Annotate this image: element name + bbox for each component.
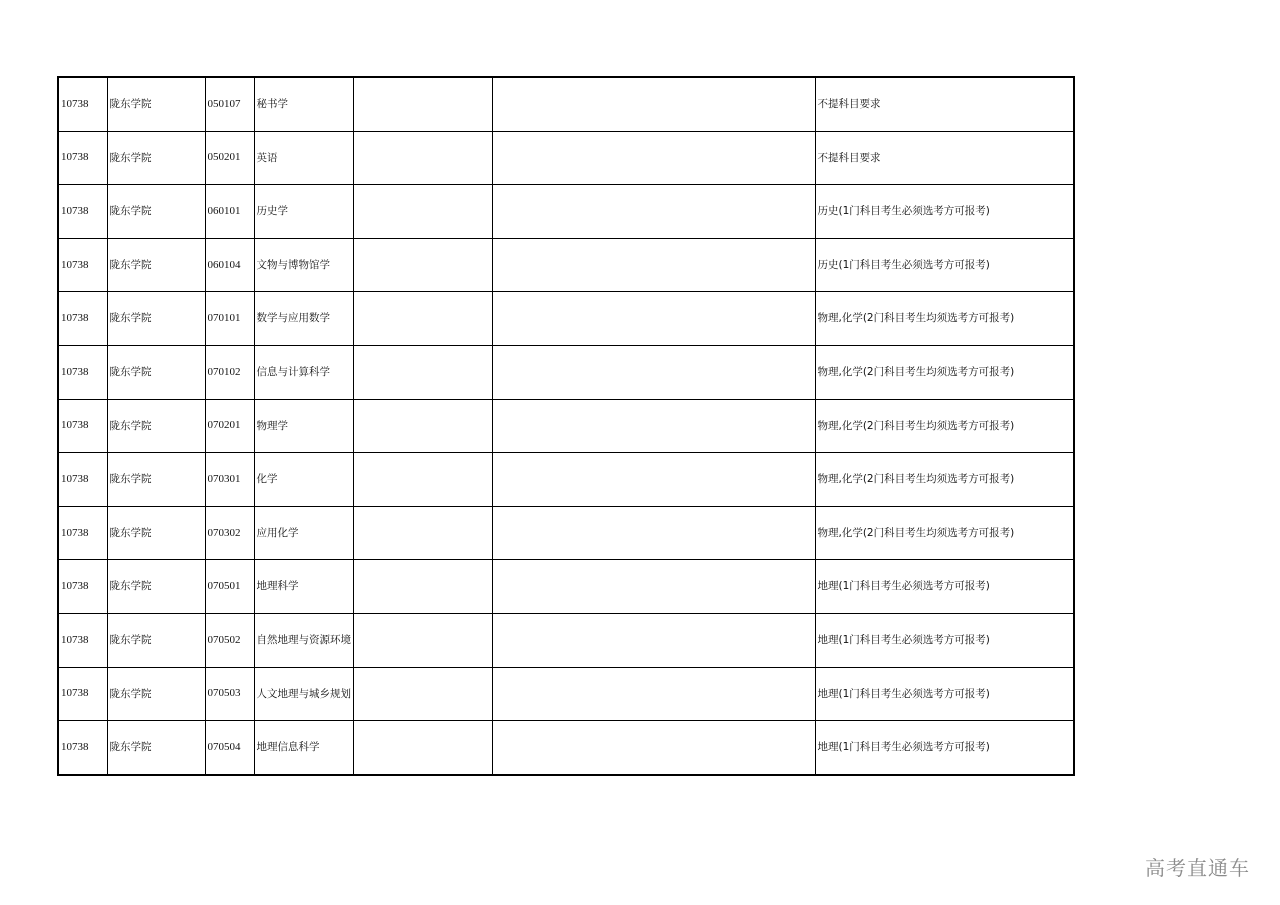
school-code-cell: 10738 [58, 560, 107, 614]
school-name-cell: 陇东学院 [107, 77, 205, 131]
subject-requirement-cell: 物理,化学(2门科目考生均须选考方可报考) [815, 506, 1074, 560]
school-name-cell: 陇东学院 [107, 560, 205, 614]
major-code-cell: 070102 [205, 345, 254, 399]
major-name-cell: 自然地理与资源环境 [254, 613, 353, 667]
school-code-cell: 10738 [58, 613, 107, 667]
empty-cell [353, 131, 492, 185]
major-code-cell: 060104 [205, 238, 254, 292]
school-code-cell: 10738 [58, 131, 107, 185]
subject-requirement-cell: 地理(1门科目考生必须选考方可报考) [815, 667, 1074, 721]
major-name-cell: 信息与计算科学 [254, 345, 353, 399]
school-name-cell: 陇东学院 [107, 506, 205, 560]
major-code-cell: 070501 [205, 560, 254, 614]
subject-requirement-cell: 物理,化学(2门科目考生均须选考方可报考) [815, 399, 1074, 453]
school-name-cell: 陇东学院 [107, 345, 205, 399]
school-name-cell: 陇东学院 [107, 238, 205, 292]
major-name-cell: 物理学 [254, 399, 353, 453]
watermark-text: 高考直通车 [1145, 856, 1250, 880]
school-code-cell: 10738 [58, 721, 107, 775]
major-name-cell: 人文地理与城乡规划 [254, 667, 353, 721]
school-code-cell: 10738 [58, 238, 107, 292]
major-name-cell: 文物与博物馆学 [254, 238, 353, 292]
empty-cell [492, 667, 815, 721]
school-name-cell: 陇东学院 [107, 667, 205, 721]
table-row [58, 131, 1074, 185]
table-row [58, 399, 1074, 453]
major-name-cell: 历史学 [254, 185, 353, 239]
subject-requirement-table [57, 76, 1075, 776]
major-code-cell: 070101 [205, 292, 254, 346]
empty-cell [353, 238, 492, 292]
empty-cell [492, 453, 815, 507]
major-code-cell: 070201 [205, 399, 254, 453]
major-code-cell: 070504 [205, 721, 254, 775]
school-name-cell: 陇东学院 [107, 613, 205, 667]
empty-cell [353, 399, 492, 453]
major-name-cell: 地理科学 [254, 560, 353, 614]
major-name-cell: 应用化学 [254, 506, 353, 560]
table-row [58, 721, 1074, 775]
empty-cell [492, 77, 815, 131]
empty-cell [492, 560, 815, 614]
major-code-cell: 060101 [205, 185, 254, 239]
subject-requirement-cell: 地理(1门科目考生必须选考方可报考) [815, 560, 1074, 614]
major-name-cell: 地理信息科学 [254, 721, 353, 775]
school-code-cell: 10738 [58, 345, 107, 399]
major-name-cell: 数学与应用数学 [254, 292, 353, 346]
subject-requirement-cell: 地理(1门科目考生必须选考方可报考) [815, 721, 1074, 775]
school-name-cell: 陇东学院 [107, 453, 205, 507]
empty-cell [492, 613, 815, 667]
table-row [58, 238, 1074, 292]
table-row [58, 506, 1074, 560]
table-row [58, 292, 1074, 346]
empty-cell [353, 667, 492, 721]
school-name-cell: 陇东学院 [107, 721, 205, 775]
school-code-cell: 10738 [58, 185, 107, 239]
empty-cell [353, 77, 492, 131]
empty-cell [492, 345, 815, 399]
empty-cell [353, 506, 492, 560]
subject-requirement-cell: 历史(1门科目考生必须选考方可报考) [815, 238, 1074, 292]
major-code-cell: 070503 [205, 667, 254, 721]
subject-requirement-cell: 不提科目要求 [815, 77, 1074, 131]
school-code-cell: 10738 [58, 292, 107, 346]
table-row [58, 77, 1074, 131]
empty-cell [353, 721, 492, 775]
major-name-cell: 秘书学 [254, 77, 353, 131]
subject-requirement-cell: 物理,化学(2门科目考生均须选考方可报考) [815, 345, 1074, 399]
school-name-cell: 陇东学院 [107, 185, 205, 239]
empty-cell [353, 453, 492, 507]
table-row [58, 185, 1074, 239]
empty-cell [492, 721, 815, 775]
major-code-cell: 050201 [205, 131, 254, 185]
subject-requirement-cell: 物理,化学(2门科目考生均须选考方可报考) [815, 453, 1074, 507]
school-code-cell: 10738 [58, 399, 107, 453]
major-code-cell: 070502 [205, 613, 254, 667]
table-body [58, 77, 1074, 775]
empty-cell [492, 506, 815, 560]
school-code-cell: 10738 [58, 506, 107, 560]
table-row [58, 453, 1074, 507]
major-code-cell: 070301 [205, 453, 254, 507]
empty-cell [353, 345, 492, 399]
subject-requirement-cell: 物理,化学(2门科目考生均须选考方可报考) [815, 292, 1074, 346]
school-code-cell: 10738 [58, 77, 107, 131]
school-name-cell: 陇东学院 [107, 131, 205, 185]
school-name-cell: 陇东学院 [107, 399, 205, 453]
empty-cell [353, 560, 492, 614]
table-row [58, 560, 1074, 614]
school-name-cell: 陇东学院 [107, 292, 205, 346]
table-row [58, 613, 1074, 667]
subject-requirement-cell: 历史(1门科目考生必须选考方可报考) [815, 185, 1074, 239]
subject-requirement-cell: 不提科目要求 [815, 131, 1074, 185]
empty-cell [492, 399, 815, 453]
table-row [58, 345, 1074, 399]
empty-cell [492, 238, 815, 292]
empty-cell [492, 292, 815, 346]
major-name-cell: 英语 [254, 131, 353, 185]
school-code-cell: 10738 [58, 667, 107, 721]
subject-requirement-cell: 地理(1门科目考生必须选考方可报考) [815, 613, 1074, 667]
empty-cell [492, 185, 815, 239]
empty-cell [353, 185, 492, 239]
empty-cell [492, 131, 815, 185]
table-row [58, 667, 1074, 721]
major-code-cell: 070302 [205, 506, 254, 560]
school-code-cell: 10738 [58, 453, 107, 507]
empty-cell [353, 292, 492, 346]
major-code-cell: 050107 [205, 77, 254, 131]
empty-cell [353, 613, 492, 667]
major-name-cell: 化学 [254, 453, 353, 507]
